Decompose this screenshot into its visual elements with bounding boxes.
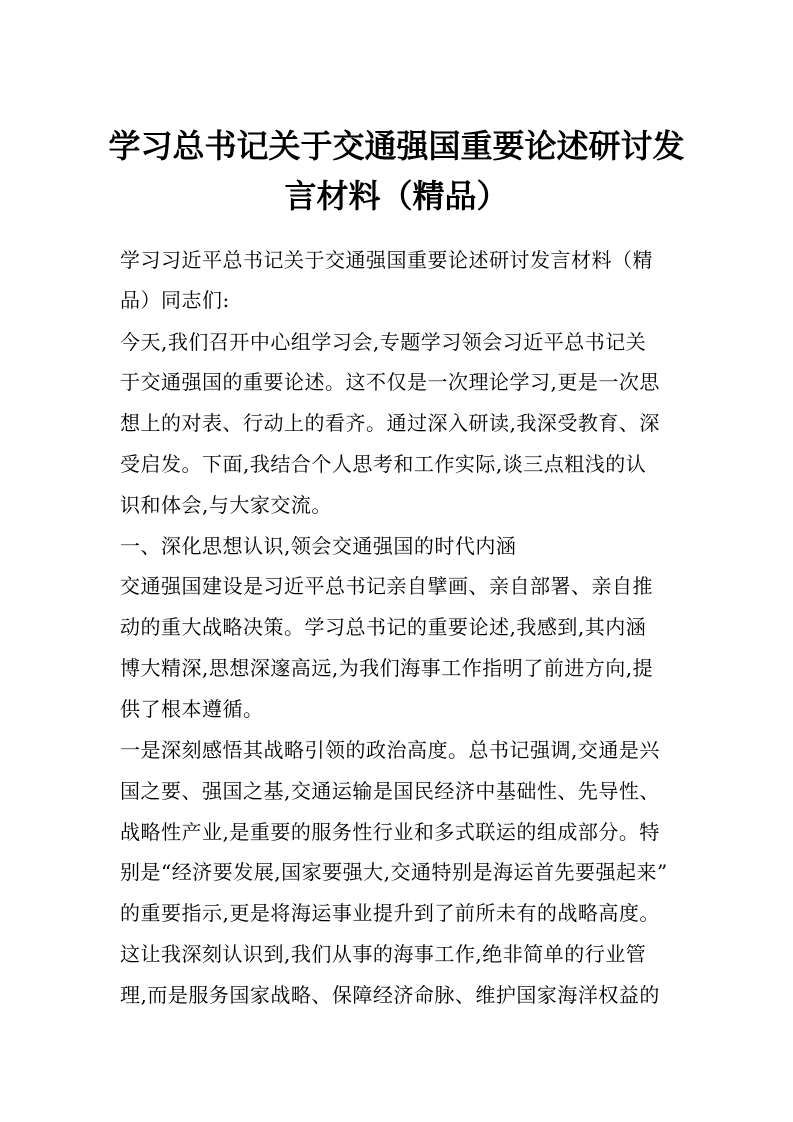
body-line: 识和体会,与大家交流。	[120, 493, 332, 517]
body-line: 想上的对表、行动上的看齐。通过深入研读,我深受教育、深	[120, 411, 660, 435]
body-line: 别是“经济要发展,国家要强大,交通特别是海运首先要强起来”	[120, 860, 668, 884]
body-line: 交通强国建设是习近平总书记亲自擘画、亲自部署、亲自推	[120, 574, 653, 598]
body-line: 博大精深,思想深邃高远,为我们海事工作指明了前进方向,提	[120, 656, 654, 680]
body-line: 理,而是服务国家战略、保障经济命脉、维护国家海洋权益的	[120, 983, 660, 1007]
section-heading: 一、深化思想认识,领会交通强国的时代内涵	[120, 534, 517, 558]
body-line: 的重要指示,更是将海运事业提升到了前所未有的战略高度。	[120, 901, 660, 925]
document-title-line-2: 言材料（精品）	[284, 177, 509, 215]
body-line: 供了根本遵循。	[120, 697, 264, 721]
body-line: 战略性产业,是重要的服务性行业和多式联运的组成部分。特	[120, 820, 660, 844]
body-line: 国之要、强国之基,交通运输是国民经济中基础性、先导性、	[120, 779, 660, 803]
body-line: 今天,我们召开中心组学习会,专题学习领会习近平总书记关	[120, 330, 647, 354]
body-line: 受启发。下面,我结合个人思考和工作实际,谈三点粗浅的认	[120, 452, 647, 476]
document-title-line-1: 学习总书记关于交通强国重要论述研讨发	[108, 127, 685, 165]
body-line: 学习习近平总书记关于交通强国重要论述研讨发言材料（精	[120, 248, 653, 272]
body-line: 于交通强国的重要论述。这不仅是一次理论学习,更是一次思	[120, 370, 660, 394]
body-line: 品）同志们:	[120, 288, 230, 312]
body-line: 一是深刻感悟其战略引领的政治高度。总书记强调,交通是兴	[120, 738, 660, 762]
body-line: 动的重大战略决策。学习总书记的重要论述,我感到,其内涵	[120, 615, 647, 639]
body-line: 这让我深刻认识到,我们从事的海事工作,绝非简单的行业管	[120, 942, 647, 966]
